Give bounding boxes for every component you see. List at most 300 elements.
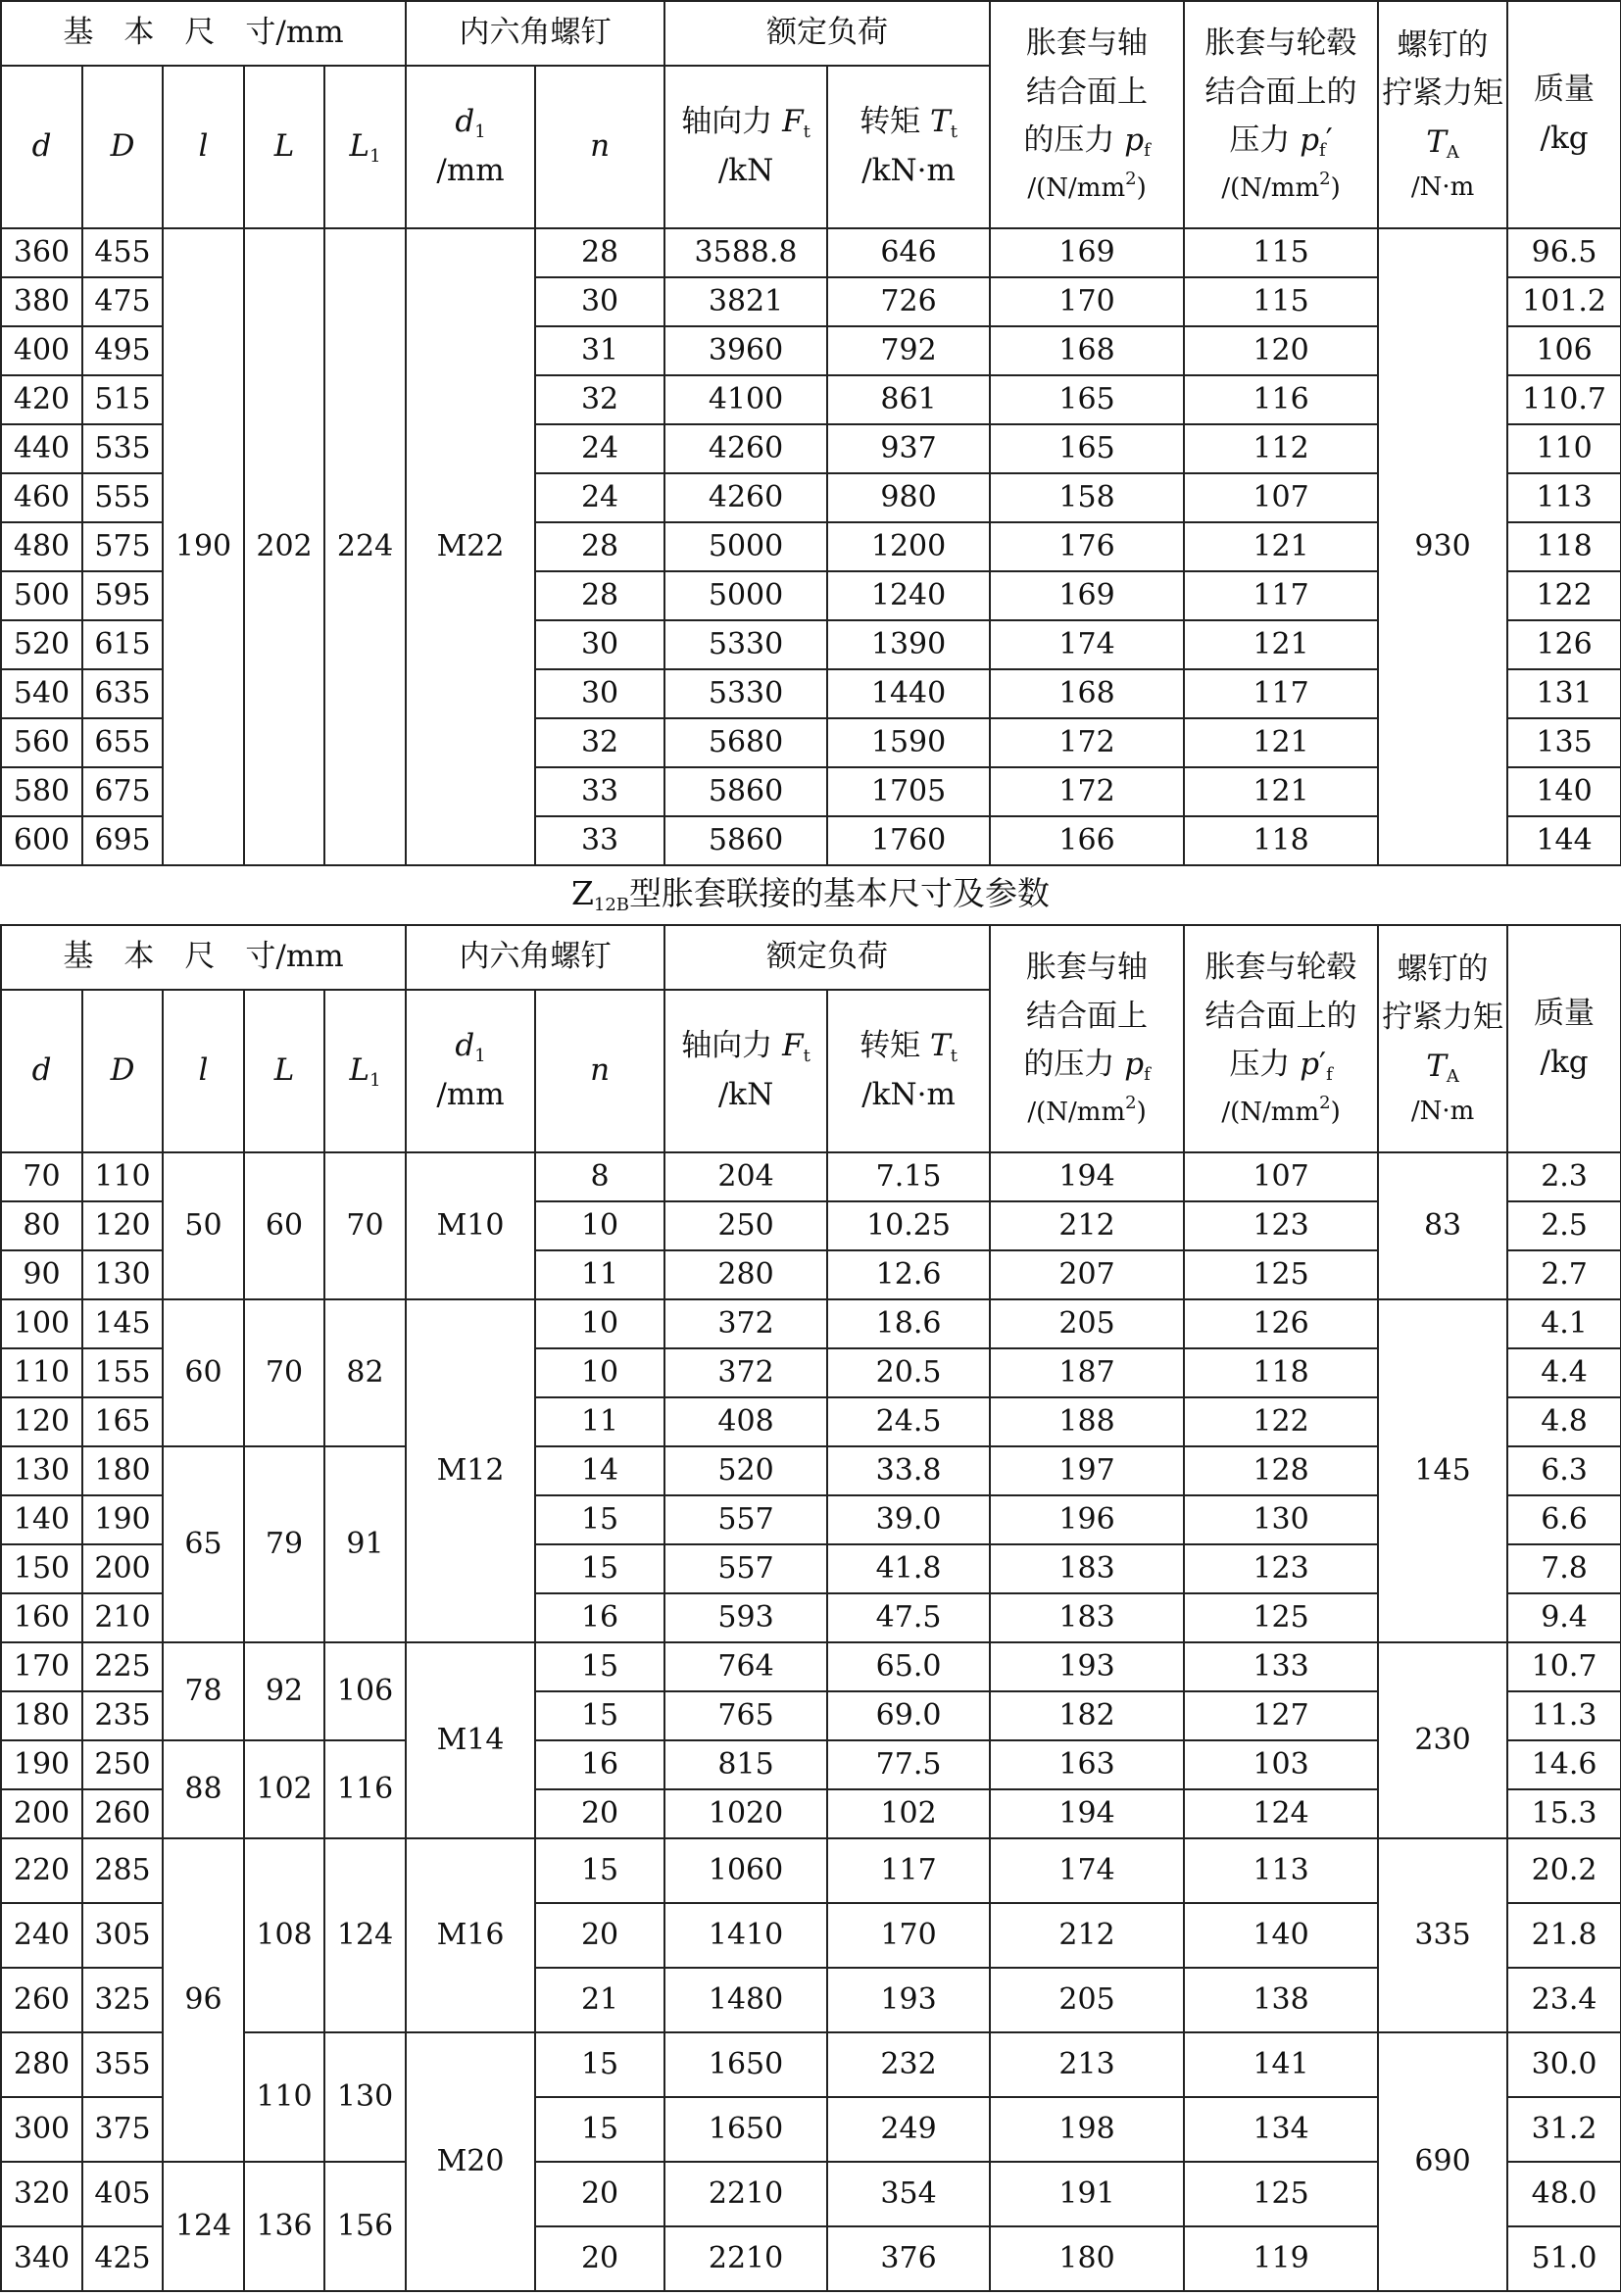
cell-axial-force: 4260 [664,424,827,473]
cell-n: 20 [535,1789,664,1838]
cell-shaft-pressure: 196 [990,1495,1184,1544]
cell-n: 15 [535,1691,664,1740]
cell-L: 70 [244,1299,324,1446]
header-d: d [1,990,82,1152]
cell-L1: 156 [324,2162,406,2291]
cell-hub-pressure: 125 [1184,1250,1378,1299]
cell-l: 190 [163,228,244,865]
cell-hub-pressure: 141 [1184,2032,1378,2097]
cell-hub-pressure: 118 [1184,816,1378,865]
cell-torque: 10.25 [827,1201,990,1250]
cell-hub-pressure: 115 [1184,228,1378,277]
cell-D: 425 [82,2226,163,2291]
cell-shaft-pressure: 168 [990,326,1184,375]
cell-shaft-pressure: 194 [990,1789,1184,1838]
cell-shaft-pressure: 205 [990,1299,1184,1348]
cell-torque: 24.5 [827,1397,990,1446]
cell-d: 120 [1,1397,82,1446]
cell-hub-pressure: 122 [1184,1397,1378,1446]
header-l: l [163,66,244,228]
cell-mass: 122 [1507,571,1621,620]
cell-l: 60 [163,1299,244,1446]
cell-axial-force: 372 [664,1348,827,1397]
cell-mass: 4.4 [1507,1348,1621,1397]
cell-shaft-pressure: 174 [990,620,1184,669]
cell-n: 16 [535,1740,664,1789]
cell-hub-pressure: 127 [1184,1691,1378,1740]
cell-L: 79 [244,1446,324,1642]
cell-D: 110 [82,1152,163,1201]
cell-torque: 18.6 [827,1299,990,1348]
cell-shaft-pressure: 212 [990,1903,1184,1968]
cell-mass: 15.3 [1507,1789,1621,1838]
cell-axial-force: 5330 [664,620,827,669]
cell-n: 11 [535,1250,664,1299]
cell-axial-force: 280 [664,1250,827,1299]
cell-n: 10 [535,1348,664,1397]
cell-D: 635 [82,669,163,718]
cell-d1: M10 [406,1152,535,1299]
cell-mass: 110 [1507,424,1621,473]
cell-L1: 91 [324,1446,406,1642]
header-shaft-pressure: 胀套与轴 结合面上 的压力 $p_f$ $/(N/mm^2)$ [990,1,1184,228]
table-2 [0,924,1621,2292]
cell-n: 11 [535,1397,664,1446]
cell-shaft-pressure: 205 [990,1968,1184,2032]
cell-torque: 102 [827,1789,990,1838]
cell-d: 600 [1,816,82,865]
cell-mass: 4.8 [1507,1397,1621,1446]
cell-n: 16 [535,1593,664,1642]
cell-hub-pressure: 115 [1184,277,1378,326]
cell-axial-force: 1060 [664,1838,827,1903]
table-row [1,1642,1621,1691]
cell-tightening-torque: 690 [1378,2032,1507,2291]
cell-shaft-pressure: 169 [990,228,1184,277]
header-d: d [1,66,82,228]
header-L: L [244,990,324,1152]
cell-hub-pressure: 121 [1184,522,1378,571]
cell-d: 110 [1,1348,82,1397]
cell-mass: 51.0 [1507,2226,1621,2291]
cell-tightening-torque: 230 [1378,1642,1507,1838]
cell-d: 220 [1,1838,82,1903]
cell-D: 305 [82,1903,163,1968]
cell-L1: 130 [324,2032,406,2162]
cell-n: 15 [535,1495,664,1544]
table-2-caption: $Z_{12B}$型胀套联接的基本尺寸及参数 [570,874,1051,915]
cell-axial-force: 593 [664,1593,827,1642]
cell-mass: 10.7 [1507,1642,1621,1691]
cell-axial-force: 204 [664,1152,827,1201]
cell-torque: 77.5 [827,1740,990,1789]
cell-D: 535 [82,424,163,473]
cell-axial-force: 1650 [664,2032,827,2097]
cell-tightening-torque: 83 [1378,1152,1507,1299]
cell-torque: 249 [827,2097,990,2162]
cell-D: 355 [82,2032,163,2097]
cell-torque: 170 [827,1903,990,1968]
cell-d: 480 [1,522,82,571]
cell-D: 190 [82,1495,163,1544]
cell-D: 180 [82,1446,163,1495]
cell-mass: 11.3 [1507,1691,1621,1740]
cell-axial-force: 5000 [664,522,827,571]
cell-d: 360 [1,228,82,277]
cell-n: 8 [535,1152,664,1201]
cell-d: 300 [1,2097,82,2162]
header-mass: 质量 /kg [1507,925,1621,1152]
cell-axial-force: 4260 [664,473,827,522]
cell-D: 250 [82,1740,163,1789]
cell-n: 24 [535,473,664,522]
cell-axial-force: 5330 [664,669,827,718]
cell-hub-pressure: 128 [1184,1446,1378,1495]
cell-L: 92 [244,1642,324,1740]
cell-l: 96 [163,1838,244,2162]
cell-D: 260 [82,1789,163,1838]
cell-axial-force: 2210 [664,2226,827,2291]
cell-L: 60 [244,1152,324,1299]
cell-n: 15 [535,1544,664,1593]
cell-d: 190 [1,1740,82,1789]
cell-d: 280 [1,2032,82,2097]
cell-hub-pressure: 130 [1184,1495,1378,1544]
cell-n: 15 [535,1838,664,1903]
cell-shaft-pressure: 180 [990,2226,1184,2291]
cell-L1: 70 [324,1152,406,1299]
cell-d: 180 [1,1691,82,1740]
cell-D: 120 [82,1201,163,1250]
cell-axial-force: 1410 [664,1903,827,1968]
cell-axial-force: 815 [664,1740,827,1789]
cell-mass: 101.2 [1507,277,1621,326]
cell-torque: 376 [827,2226,990,2291]
cell-torque: 726 [827,277,990,326]
cell-shaft-pressure: 182 [990,1691,1184,1740]
cell-hub-pressure: 117 [1184,571,1378,620]
cell-torque: 937 [827,424,990,473]
cell-d: 420 [1,375,82,424]
cell-n: 30 [535,669,664,718]
cell-hub-pressure: 125 [1184,2162,1378,2226]
cell-n: 32 [535,375,664,424]
cell-l: 78 [163,1642,244,1740]
cell-L1: 124 [324,1838,406,2032]
header-torque: 转矩 $T_t$ /kN·m [827,990,990,1152]
cell-shaft-pressure: 172 [990,767,1184,816]
cell-d1: M22 [406,228,535,865]
cell-mass: 7.8 [1507,1544,1621,1593]
header-axial-force: 轴向力 $F_t$ /kN [664,990,827,1152]
cell-axial-force: 5860 [664,767,827,816]
cell-mass: 21.8 [1507,1903,1621,1968]
cell-d1: M20 [406,2032,535,2291]
cell-n: 10 [535,1201,664,1250]
cell-hub-pressure: 121 [1184,767,1378,816]
cell-d: 200 [1,1789,82,1838]
cell-L1: 116 [324,1740,406,1838]
cell-D: 405 [82,2162,163,2226]
header-rated-load: 额定负荷 [664,925,990,990]
cell-torque: 20.5 [827,1348,990,1397]
cell-tightening-torque: 335 [1378,1838,1507,2032]
cell-torque: 1200 [827,522,990,571]
cell-D: 155 [82,1348,163,1397]
cell-axial-force: 764 [664,1642,827,1691]
cell-D: 235 [82,1691,163,1740]
cell-axial-force: 1480 [664,1968,827,2032]
cell-l: 88 [163,1740,244,1838]
cell-shaft-pressure: 194 [990,1152,1184,1201]
cell-D: 555 [82,473,163,522]
cell-mass: 2.3 [1507,1152,1621,1201]
table-row [1,1299,1621,1348]
cell-torque: 193 [827,1968,990,2032]
cell-d: 80 [1,1201,82,1250]
cell-torque: 1760 [827,816,990,865]
cell-mass: 31.2 [1507,2097,1621,2162]
cell-torque: 12.6 [827,1250,990,1299]
header-l: l [163,990,244,1152]
cell-torque: 646 [827,228,990,277]
cell-mass: 144 [1507,816,1621,865]
cell-torque: 39.0 [827,1495,990,1544]
cell-d1: M12 [406,1299,535,1642]
cell-torque: 1240 [827,571,990,620]
cell-hub-pressure: 103 [1184,1740,1378,1789]
cell-d: 380 [1,277,82,326]
cell-n: 20 [535,2162,664,2226]
cell-D: 595 [82,571,163,620]
cell-D: 675 [82,767,163,816]
cell-torque: 117 [827,1838,990,1903]
cell-D: 515 [82,375,163,424]
cell-n: 20 [535,2226,664,2291]
cell-mass: 131 [1507,669,1621,718]
cell-torque: 354 [827,2162,990,2226]
cell-L1: 82 [324,1299,406,1446]
cell-torque: 1590 [827,718,990,767]
table-row [1,1838,1621,1903]
cell-n: 30 [535,620,664,669]
cell-torque: 980 [827,473,990,522]
cell-hub-pressure: 121 [1184,620,1378,669]
cell-shaft-pressure: 170 [990,277,1184,326]
cell-mass: 9.4 [1507,1593,1621,1642]
cell-d: 90 [1,1250,82,1299]
cell-d: 320 [1,2162,82,2226]
cell-d: 460 [1,473,82,522]
cell-hub-pressure: 107 [1184,473,1378,522]
header-rated-load: 额定负荷 [664,1,990,66]
cell-shaft-pressure: 213 [990,2032,1184,2097]
cell-shaft-pressure: 191 [990,2162,1184,2226]
cell-n: 28 [535,571,664,620]
cell-torque: 69.0 [827,1691,990,1740]
table-1 [0,0,1621,866]
header-d1: $d_1$ /mm [406,990,535,1152]
cell-shaft-pressure: 168 [990,669,1184,718]
cell-shaft-pressure: 212 [990,1201,1184,1250]
cell-mass: 113 [1507,473,1621,522]
cell-hub-pressure: 133 [1184,1642,1378,1691]
cell-hub-pressure: 134 [1184,2097,1378,2162]
header-L: L [244,66,324,228]
cell-mass: 110.7 [1507,375,1621,424]
cell-L: 110 [244,2032,324,2162]
header-d1: $d_1$ /mm [406,66,535,228]
cell-n: 15 [535,1642,664,1691]
cell-mass: 140 [1507,767,1621,816]
cell-shaft-pressure: 197 [990,1446,1184,1495]
cell-tightening-torque: 930 [1378,228,1507,865]
cell-D: 130 [82,1250,163,1299]
header-D: D [82,66,163,228]
cell-D: 495 [82,326,163,375]
cell-d: 150 [1,1544,82,1593]
cell-torque: 7.15 [827,1152,990,1201]
cell-axial-force: 557 [664,1495,827,1544]
cell-torque: 41.8 [827,1544,990,1593]
cell-mass: 6.6 [1507,1495,1621,1544]
cell-n: 21 [535,1968,664,2032]
cell-L1: 224 [324,228,406,865]
cell-axial-force: 408 [664,1397,827,1446]
header-hex-screw: 内六角螺钉 [406,1,664,66]
cell-axial-force: 5860 [664,816,827,865]
cell-torque: 792 [827,326,990,375]
cell-n: 28 [535,228,664,277]
cell-d: 170 [1,1642,82,1691]
cell-n: 28 [535,522,664,571]
cell-d: 520 [1,620,82,669]
cell-axial-force: 765 [664,1691,827,1740]
cell-mass: 118 [1507,522,1621,571]
cell-axial-force: 3588.8 [664,228,827,277]
cell-hub-pressure: 112 [1184,424,1378,473]
cell-shaft-pressure: 174 [990,1838,1184,1903]
cell-n: 24 [535,424,664,473]
cell-shaft-pressure: 166 [990,816,1184,865]
cell-d: 240 [1,1903,82,1968]
header-tightening-torque: 螺钉的 拧紧力矩 $T_A$ /N·m [1378,925,1507,1152]
header-torque: 转矩 $T_t$ /kN·m [827,66,990,228]
cell-D: 475 [82,277,163,326]
cell-n: 10 [535,1299,664,1348]
cell-shaft-pressure: 193 [990,1642,1184,1691]
cell-l: 124 [163,2162,244,2291]
cell-L: 136 [244,2162,324,2291]
cell-D: 145 [82,1299,163,1348]
cell-hub-pressure: 113 [1184,1838,1378,1903]
cell-hub-pressure: 116 [1184,375,1378,424]
table-row [1,1152,1621,1201]
cell-axial-force: 5680 [664,718,827,767]
cell-hub-pressure: 124 [1184,1789,1378,1838]
cell-n: 31 [535,326,664,375]
cell-d: 140 [1,1495,82,1544]
cell-d: 580 [1,767,82,816]
cell-D: 225 [82,1642,163,1691]
cell-mass: 48.0 [1507,2162,1621,2226]
header-basic-size: 基 本 尺 寸/mm [1,1,406,66]
cell-D: 455 [82,228,163,277]
cell-mass: 96.5 [1507,228,1621,277]
cell-axial-force: 4100 [664,375,827,424]
cell-n: 33 [535,767,664,816]
cell-torque: 1390 [827,620,990,669]
cell-mass: 30.0 [1507,2032,1621,2097]
cell-d1: M14 [406,1642,535,1838]
header-n: n [535,990,664,1152]
header-D: D [82,990,163,1152]
header-hex-screw: 内六角螺钉 [406,925,664,990]
header-mass: 质量 /kg [1507,1,1621,228]
header-axial-force: 轴向力 $F_t$ /kN [664,66,827,228]
cell-shaft-pressure: 163 [990,1740,1184,1789]
cell-D: 375 [82,2097,163,2162]
cell-axial-force: 557 [664,1544,827,1593]
cell-torque: 33.8 [827,1446,990,1495]
cell-axial-force: 250 [664,1201,827,1250]
cell-shaft-pressure: 183 [990,1593,1184,1642]
cell-shaft-pressure: 172 [990,718,1184,767]
cell-d: 440 [1,424,82,473]
cell-shaft-pressure: 198 [990,2097,1184,2162]
cell-d: 260 [1,1968,82,2032]
cell-shaft-pressure: 165 [990,424,1184,473]
header-basic-size: 基 本 尺 寸/mm [1,925,406,990]
cell-torque: 1440 [827,669,990,718]
cell-D: 165 [82,1397,163,1446]
cell-d: 500 [1,571,82,620]
cell-hub-pressure: 117 [1184,669,1378,718]
cell-torque: 47.5 [827,1593,990,1642]
cell-n: 15 [535,2032,664,2097]
cell-torque: 65.0 [827,1642,990,1691]
header-L1: $L_1$ [324,66,406,228]
cell-shaft-pressure: 176 [990,522,1184,571]
cell-shaft-pressure: 187 [990,1348,1184,1397]
cell-shaft-pressure: 207 [990,1250,1184,1299]
cell-D: 200 [82,1544,163,1593]
cell-mass: 4.1 [1507,1299,1621,1348]
cell-L1: 106 [324,1642,406,1740]
cell-L: 202 [244,228,324,865]
cell-axial-force: 1650 [664,2097,827,2162]
cell-mass: 14.6 [1507,1740,1621,1789]
cell-d: 100 [1,1299,82,1348]
cell-shaft-pressure: 165 [990,375,1184,424]
cell-mass: 2.7 [1507,1250,1621,1299]
cell-D: 655 [82,718,163,767]
cell-hub-pressure: 120 [1184,326,1378,375]
cell-axial-force: 2210 [664,2162,827,2226]
cell-torque: 232 [827,2032,990,2097]
cell-d: 160 [1,1593,82,1642]
cell-D: 210 [82,1593,163,1642]
cell-mass: 106 [1507,326,1621,375]
cell-mass: 126 [1507,620,1621,669]
cell-D: 325 [82,1968,163,2032]
cell-d: 560 [1,718,82,767]
cell-mass: 6.3 [1507,1446,1621,1495]
cell-hub-pressure: 123 [1184,1544,1378,1593]
cell-axial-force: 3821 [664,277,827,326]
cell-hub-pressure: 140 [1184,1903,1378,1968]
header-hub-pressure: 胀套与轮毂 结合面上的 压力 $p_f'$ $/(N/mm^2)$ [1184,1,1378,228]
